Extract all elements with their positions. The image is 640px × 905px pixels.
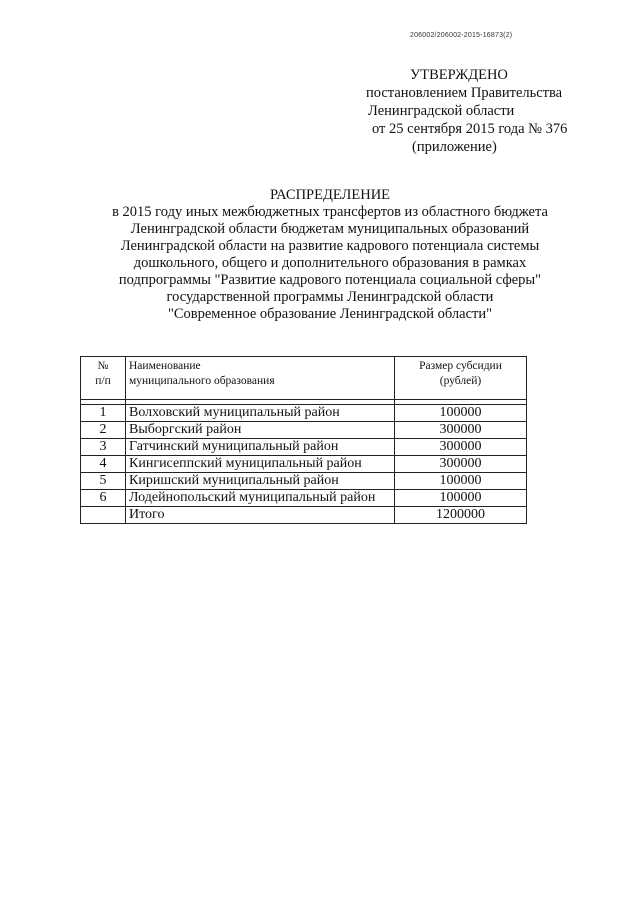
document-heading (60, 187, 600, 323)
distribution-table (80, 356, 527, 524)
heading-line: Ленинградской области на развитие кадрового потенциала системы (120, 238, 540, 254)
approval-block (360, 66, 568, 156)
table-row (81, 405, 527, 422)
row-subsidy: 300000 (395, 439, 527, 456)
header-subsidy: Размер субсидии (рублей) (395, 357, 527, 400)
row-subsidy: 100000 (395, 490, 527, 507)
row-subsidy: 100000 (395, 473, 527, 490)
total-number (81, 507, 126, 524)
row-municipality: Волховский муниципальный район (126, 405, 395, 422)
header-number: № п/п (81, 357, 126, 400)
table-row (81, 422, 527, 439)
approval-line-4: (приложение) (412, 139, 497, 155)
row-number: 3 (81, 439, 126, 456)
total-subsidy: 1200000 (395, 507, 527, 524)
row-municipality: Лодейнопольский муниципальный район (126, 490, 395, 507)
row-municipality: Кингисеппский муниципальный район (126, 456, 395, 473)
row-number: 6 (81, 490, 126, 507)
header-municipality: Наименование муниципального образования (126, 357, 395, 400)
row-subsidy: 300000 (395, 456, 527, 473)
table-row (81, 473, 527, 490)
row-number: 4 (81, 456, 126, 473)
row-number: 2 (81, 422, 126, 439)
row-subsidy: 300000 (395, 422, 527, 439)
heading-line: государственной программы Ленинградской области (166, 289, 494, 305)
heading-line: Ленинградской области бюджетам муниципальных образований (130, 221, 530, 237)
heading-line: "Современное образование Ленинградской области" (167, 306, 493, 322)
row-municipality: Выборгский район (126, 422, 395, 439)
table-header-row (81, 357, 527, 400)
approval-line-2: Ленинградской области (368, 103, 515, 119)
table-row (81, 490, 527, 507)
row-subsidy: 100000 (395, 405, 527, 422)
row-municipality: Киришский муниципальный район (126, 473, 395, 490)
document-code: 206002/206002-2015-16873(2) (410, 32, 513, 39)
heading-line: в 2015 году иных межбюджетных трансфертов из областного бюджета (112, 204, 548, 220)
table-row (81, 456, 527, 473)
heading-line: подпрограммы "Развитие кадрового потенциала социальной сферы" (118, 272, 542, 288)
approval-title: УТВЕРЖДЕНО (410, 67, 508, 83)
approval-line-1: постановлением Правительства (366, 85, 563, 101)
heading-line: дошкольного, общего и дополнительного образования в рамках (133, 255, 527, 271)
total-label: Итого (126, 507, 395, 524)
table-total-row (81, 507, 527, 524)
row-municipality: Гатчинский муниципальный район (126, 439, 395, 456)
table-row (81, 439, 527, 456)
row-number: 1 (81, 405, 126, 422)
heading-title: РАСПРЕДЕЛЕНИЕ (269, 187, 391, 203)
row-number: 5 (81, 473, 126, 490)
approval-line-3: от 25 сентября 2015 года № 376 (372, 121, 568, 137)
